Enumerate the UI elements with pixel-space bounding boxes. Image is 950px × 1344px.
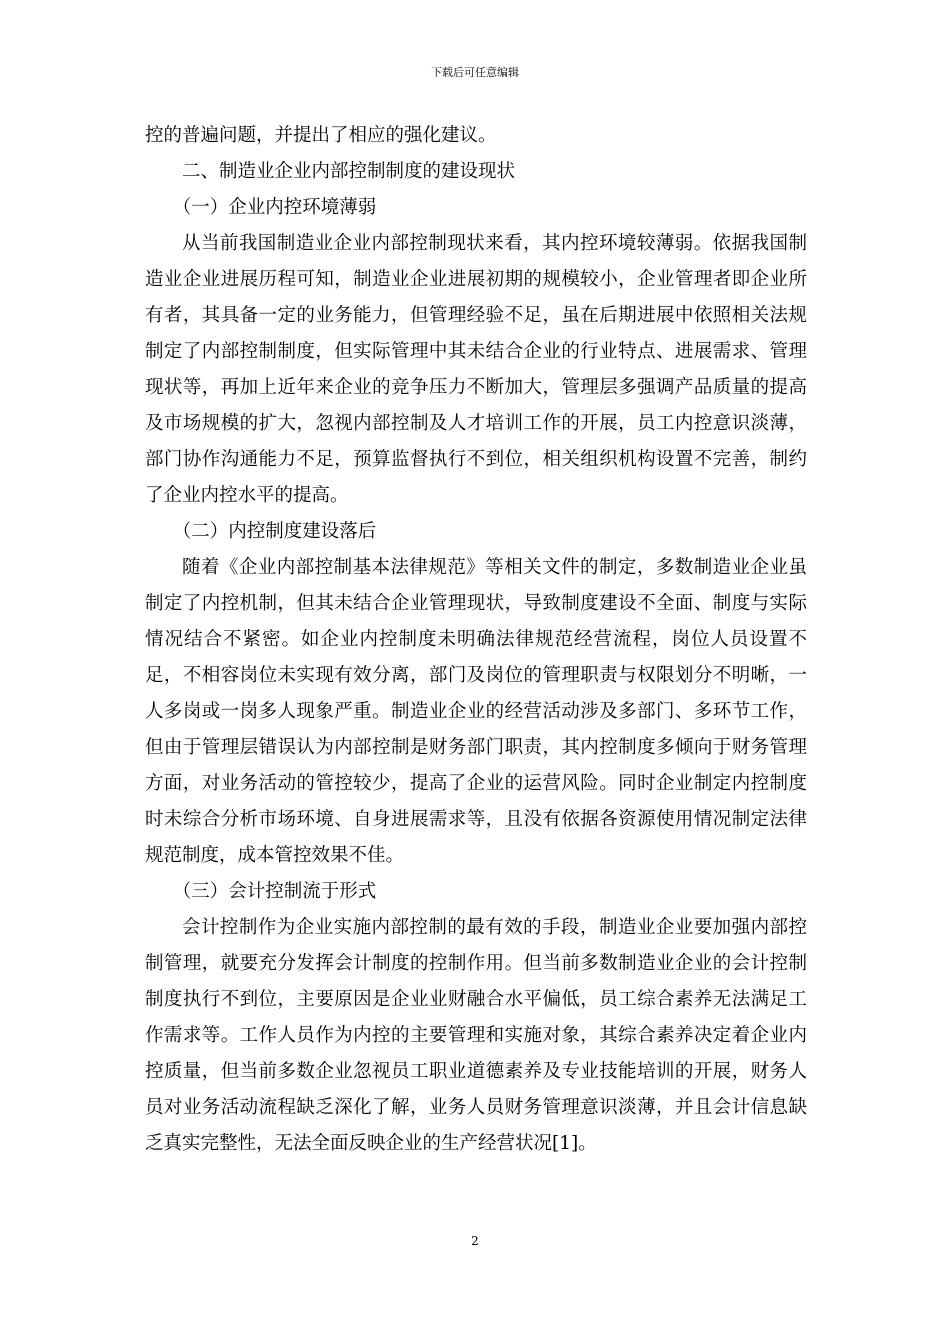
section-heading: 二、制造业企业内部控制制度的建设现状 [182, 161, 516, 182]
paragraph-environment: 从当前我国制造业企业内部控制现状来看，其内控环境较薄弱。依据我国制造业企业进展历程可知，制造业企业进展初期的规模较小，企业管理者即企业所有者，其具备一定的业务能力，但管理经验不足，虽在后期进展中依照相关法规制定了内部控制制度，但实际管理中其未结合企业的行业特点、进展需求、管理现状等，再加上近年来企业的竞争压力不断加大，管理层多强调产品质量的提高及市场规模的扩大，忽视内部控制及人才培训工作的开展，员工内控意识淡薄，部门协作沟通能力不足，预算监督执行不到位，相关组织机构设置不完善，制约了企业内控水平的提高。 [145, 233, 807, 506]
document-body [145, 118, 807, 1162]
page-header: 下载后可任意编辑 [431, 66, 519, 79]
page-number: 2 [471, 1234, 479, 1248]
subsection-heading-3: （三）会计控制流于形式 [172, 881, 377, 902]
paragraph-accounting: 会计控制作为企业实施内部控制的最有效的手段，制造业企业要加强内部控制管理，就要充分发挥会计制度的控制作用。但当前多数制造业企业的会计控制制度执行不到位，主要原因是企业业财融合水平偏低，员工综合素养无法满足工作需求等。工作人员作为内控的主要管理和实施对象，其综合素养决定着企业内控质量，但当前多数企业忽视员工职业道德素养及专业技能培训的开展，财务人员对业务活动流程缺乏深化了解，业务人员财务管理意识淡薄，并且会计信息缺乏真实完整性，无法全面反映企业的生产经营状况[1]。 [145, 917, 807, 1154]
subsection-heading-1: （一）企业内控环境薄弱 [172, 197, 377, 218]
paragraph-continuation: 控的普遍问题，并提出了相应的强化建议。 [145, 125, 497, 146]
subsection-heading-2: （二）内控制度建设落后 [172, 521, 377, 542]
paragraph-system: 随着《企业内部控制基本法律规范》等相关文件的制定，多数制造业企业虽制定了内控机制，但其未结合企业管理现状，导致制度建设不全面、制度与实际情况结合不紧密。如企业内控制度未明确法律规范经营流程，岗位人员设置不足，不相容岗位未实现有效分离，部门及岗位的管理职责与权限划分不明晰，一人多岗或一岗多人现象严重。制造业企业的经营活动涉及多部门、多环节工作，但由于管理层错误认为内部控制是财务部门职责，其内控制度多倾向于财务管理方面，对业务活动的管控较少，提高了企业的运营风险。同时企业制定内控制度时未综合分析市场环境、自身进展需求等，且没有依据各资源使用情况制定法律规范制度，成本管控效果不佳。 [145, 557, 807, 866]
